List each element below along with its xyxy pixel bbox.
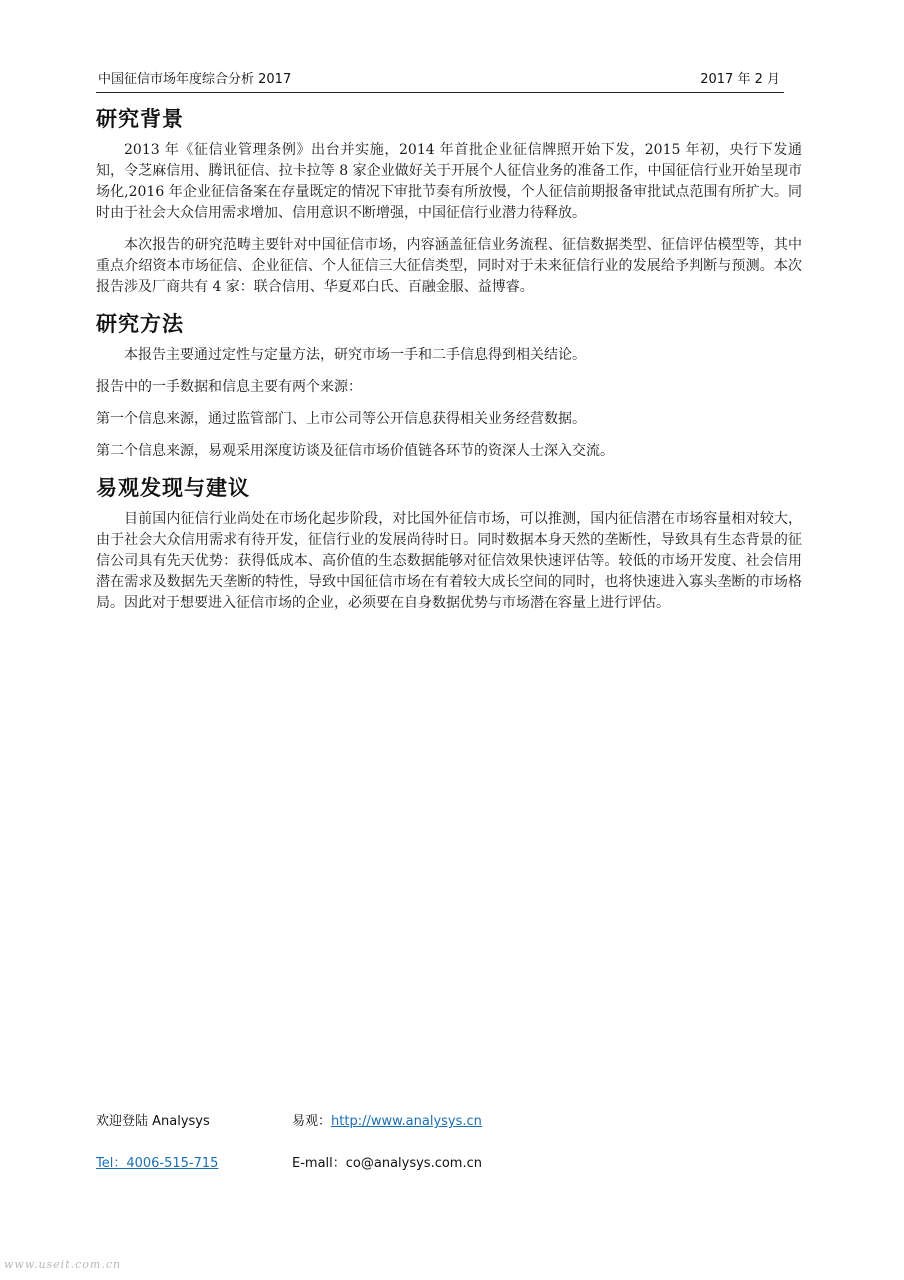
section-heading: 研究背景: [96, 107, 184, 131]
section-research-background: [96, 104, 802, 298]
telephone-link[interactable]: Tel：4006-515-715: [96, 1156, 219, 1171]
document-date: 2017 年 2 月: [700, 72, 780, 87]
page-header: [96, 66, 784, 93]
page-footer: [96, 1106, 596, 1190]
section-heading: 易观发现与建议: [96, 476, 250, 500]
section-findings-and-suggestions: [96, 473, 802, 614]
section-research-method: [96, 309, 802, 462]
watermark: www.useit.com.cn: [4, 1258, 122, 1271]
paragraph: 第二个信息来源，易观采用深度访谈及征信市场价值链各环节的资深人士深入交流。: [96, 443, 614, 459]
document-title: 中国征信市场年度综合分析 2017: [98, 72, 292, 87]
footer-welcome: 欢迎登陆 Analysys: [96, 1114, 210, 1129]
website-link[interactable]: http://www.analysys.cn: [331, 1114, 482, 1129]
website-label: 易观：: [292, 1114, 332, 1129]
document-body: [96, 104, 802, 625]
footer-row: [96, 1106, 596, 1148]
paragraph: 本次报告的研究范畴主要针对中国征信市场，内容涵盖征信业务流程、征信数据类型、征信评估模型等，其中重点介绍资本市场征信、企业征信、个人征信三大征信类型，同时对于未来征信行业的发展给予判断与预测。本次报告涉及厂商共有 4 家：联合信用、华夏邓白氏、百融金服、益博睿。: [96, 237, 802, 295]
footer-email: E-mall：co@analysys.com.cn: [292, 1156, 482, 1171]
paragraph: 目前国内征信行业尚处在市场化起步阶段，对比国外征信市场，可以推测，国内征信潜在市场容量相对较大，由于社会大众信用需求有待开发，征信行业的发展尚待时日。同时数据本身天然的垄断性，导致具有生态背景的征信公司具有先天优势：获得低成本、高价值的生态数据能够对征信效果快速评估等。较低的市场开发度、社会信用潜在需求及数据先天垄断的特性，导致中国征信市场在有着较大成长空间的同时，也将快速进入寡头垄断的市场格局。因此对于想要进入征信市场的企业，必须要在自身数据优势与市场潜在容量上进行评估。: [96, 511, 802, 611]
footer-website: [292, 1110, 482, 1129]
paragraph: 2013 年《征信业管理条例》出台并实施，2014 年首批企业征信牌照开始下发，2015 年初，央行下发通知，令芝麻信用、腾讯征信、拉卡拉等 8 家企业做好关于开展个人征信业务的准备工作，中国征信行业开始呈现市场化,2016 年企业征信备案在存量既定的情况下审批节奏有所放慢，个人征信前期报备审批试点范围有所扩大。同时由于社会大众信用需求增加、信用意识不断增强，中国征信行业潜力待释放。: [96, 142, 802, 221]
section-heading: 研究方法: [96, 312, 184, 336]
footer-row: [96, 1148, 596, 1190]
paragraph: 报告中的一手数据和信息主要有两个来源：: [96, 379, 362, 395]
paragraph: 第一个信息来源，通过监管部门、上市公司等公开信息获得相关业务经营数据。: [96, 411, 586, 427]
paragraph: 本报告主要通过定性与定量方法，研究市场一手和二手信息得到相关结论。: [124, 347, 586, 363]
